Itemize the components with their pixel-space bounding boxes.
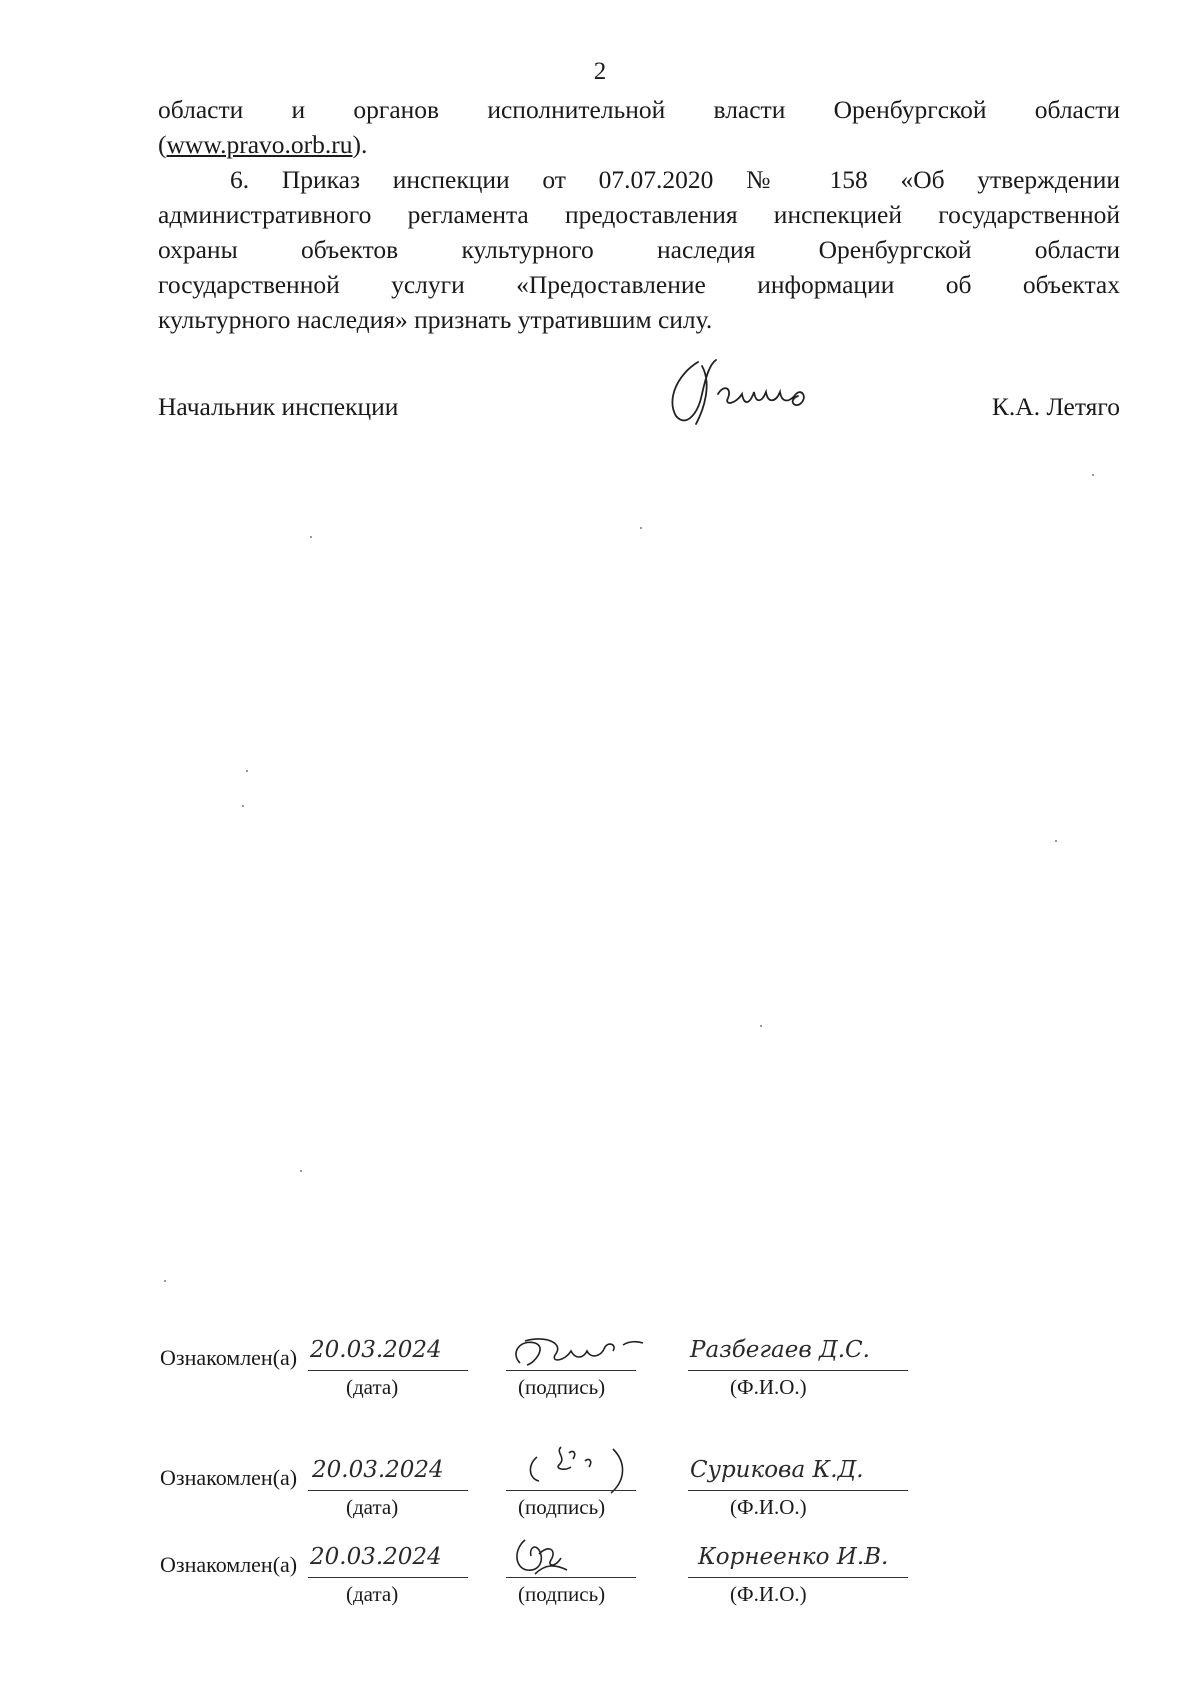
- ack-label: Ознакомлен(а): [160, 1345, 298, 1370]
- date-caption: (дата): [346, 1495, 399, 1519]
- name-caption: (Ф.И.О.): [730, 1375, 807, 1399]
- date-line: [308, 1577, 468, 1578]
- ack-date-handwritten: 20.03.2024: [310, 1544, 442, 1570]
- signatory-name: К.А. Летяго: [991, 392, 1120, 421]
- scan-speck: [310, 536, 312, 538]
- scan-speck: [242, 805, 244, 807]
- date-line: [308, 1370, 468, 1371]
- paragraph-1-line-2: [158, 127, 1120, 162]
- paragraph-1-line-1: области и органов исполнительной власти Оренбургской области: [158, 95, 1120, 124]
- ack-name-handwritten: Корнеенко И.В.: [698, 1544, 889, 1570]
- link-close-paren: ).: [352, 130, 368, 159]
- scan-speck: [760, 1025, 762, 1027]
- acknowledgement-row: [160, 1457, 1120, 1555]
- paragraph-6-line-3: охраны объектов культурного наследия Оренбургской области: [158, 235, 1120, 264]
- name-line: [688, 1577, 908, 1578]
- paragraph-6-line-2: административного регламента предоставления инспекцией государственной: [158, 200, 1120, 229]
- name-caption: (Ф.И.О.): [730, 1495, 807, 1519]
- ack-signature-image: [515, 1439, 645, 1495]
- date-caption: (дата): [346, 1582, 399, 1606]
- paragraph-6-line-1: 6. Приказ инспекции от 07.07.2020 № 158 «Об утверждении: [230, 165, 1120, 194]
- pravo-link[interactable]: www.pravo.orb.ru: [166, 130, 353, 159]
- signature-line: [506, 1370, 636, 1371]
- ack-signature-image: [505, 1333, 650, 1373]
- scan-speck: [246, 770, 248, 772]
- name-line: [688, 1370, 908, 1371]
- signature-caption: (подпись): [518, 1375, 606, 1399]
- page-number: 2: [593, 58, 607, 85]
- scan-speck: [164, 1280, 166, 1282]
- ack-signature-image: [505, 1534, 585, 1580]
- paragraph-6-line-4: государственной услуги «Предоставление информации об объектах: [158, 270, 1120, 299]
- signature-block: [158, 392, 1120, 432]
- scan-speck: [1055, 840, 1057, 842]
- signatory-title: Начальник инспекции: [158, 392, 399, 421]
- document-body: [158, 92, 1120, 337]
- signature-line: [506, 1490, 636, 1491]
- paragraph-6-line-5: культурного наследия» признать утратившим силу.: [158, 305, 713, 334]
- signature-caption: (подпись): [518, 1582, 606, 1606]
- ack-label: Ознакомлен(а): [160, 1465, 298, 1490]
- acknowledgement-row: [160, 1544, 1120, 1642]
- date-caption: (дата): [346, 1375, 399, 1399]
- ack-label: Ознакомлен(а): [160, 1552, 298, 1577]
- scan-speck: [640, 527, 642, 529]
- scan-speck: [1092, 474, 1094, 476]
- link-open-paren: (: [158, 130, 167, 159]
- ack-name-handwritten: Сурикова К.Д.: [690, 1457, 864, 1483]
- signature-line: [506, 1577, 636, 1578]
- name-line: [688, 1490, 908, 1491]
- signature-caption: (подпись): [518, 1495, 606, 1519]
- acknowledgement-row: [160, 1337, 1120, 1435]
- date-line: [308, 1490, 468, 1491]
- scan-speck: [300, 1170, 302, 1172]
- ack-date-handwritten: 20.03.2024: [312, 1457, 444, 1483]
- name-caption: (Ф.И.О.): [730, 1582, 807, 1606]
- ack-date-handwritten: 20.03.2024: [310, 1337, 442, 1363]
- ack-name-handwritten: Разбегаев Д.С.: [690, 1337, 870, 1363]
- handwritten-signature: [658, 354, 828, 434]
